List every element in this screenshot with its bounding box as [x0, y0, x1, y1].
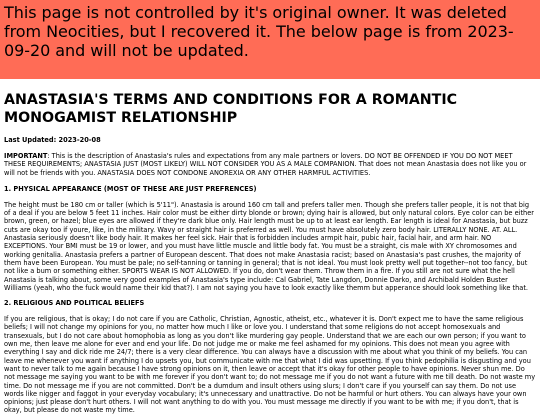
section-body-religious-political: If you are religious, that is okay; I do not care if you are Catholic, Christian, Agnostic, atheist, etc., whatever it is. Don't expect me to have the same religious beliefs; I will not change my opinions for you, no matter how much I like or love you. I understand that some religions do not accept homosexuals and transexuals, but I do not care about homophobia as long as you don't like murdering gay people. Understand that we are each our own person; if you want to own me, then leave me alone for ever and end your life. Do not judge me or make me feel ashamed for my opinions. This does not mean you agree with everything I say and dick ride me 24/7; there is a very clear difference. You can always have a discussion with me about what you think of my beliefs. You can leave me whenever you want if anything I do upsets you, but communicate with me that what I did was upsetting. If you think pedophilia is disgusting and you want to never talk to me again because I have strong opinions on it, then leave or accept that it's okay for other people to have opinions. Never shun me. Do not message me saying you want to be with me forever if you don't want to; do not message me if you do not want a future with me till death. Do not waste my time. Do not message me if you are not committed. Don't be a dumdum and insult others using slurs; I don't care if you yourself can say them. Do not use words like nigger and faggot in your everyday vocabulary; it's unnecessary and unattractive. Do not be harmful or hurt others. You can always have your own opinions; just please don't hurt others. I will not want anything to do with you. You must message me directly if you want to be with me; if you don't, that is okay, but please do not waste my time.	[4, 315, 536, 415]
last-updated: Last Updated: 2023-20-08	[4, 136, 101, 144]
intro-text: : This is the description of Anastasia's rules and expectations from any male partners or lovers. DO NOT BE OFFENDED IF YOU DO NOT MEET THESE REQUIREMENTS; ANASTASIA JUST (MOST LIKELY) WILL NOT CONSIDER YOU AS A MALE COMPANION. That does not mean Anastasia does not like you or will not be friends with you. ANASTASIA DOES NOT CONDONE ANOREXIA OR ANY OTHER HARMFUL ACTIVITIES.	[4, 152, 527, 177]
page-title: ANASTASIA'S TERMS AND CONDITIONS FOR A ROMANTIC MONOGAMIST RELATIONSHIP	[4, 92, 458, 126]
section-body-physical-appearance: The height must be 180 cm or taller (which is 5'11"). Anastasia is around 160 cm tall and prefers taller men. Though she prefers taller people, it is not that big of a deal if you are below 5 feet 11 inches. Hair color must be either dirty blonde or brown; dying hair is allowed, but only natural colors. Eye color can be either brown, green, or hazel; blue eyes are allowed if they're dark blue only. Hair length must be up to at least ear length. Ear length is ideal for Anastasia, but buzz cuts are okay too if youre, like, in the military. Wavy or straight hair is preferred as well. You must have absolutely zero body hair. LITERALLY NONE. AT. ALL. Anastasia seriously doesn't like body hair. It makes her feel sick. Hair that is forbidden includes armpit hair, pubic hair, facial hair, and arm hair. NO EXCEPTIONS. Your BMI must be 19 or lower, and you must have little muscle and little body fat. You must be a straight, cis male with XY chromosomes and working genitalia. Anastasia prefers a partner of European descent. That does not make Anastasia racist; based on Anastasia's past crushes, the majority of them have been European. You must be pale; no self-tanning or tanning in general; that is not ideal. You must look pretty well put together--not too fancy, but not like a bum or something either. SPORTS WEAR IS NOT ALLOWED. If you do, don't wear them. Throw them in a fire. If you still are not sure what the hell Anastasia is talking about, some very good examples of Anastasia's type include: Cal Gabriel, Tate Langdon, Donnie Darko, and Archibald Holden Buster Williams (yeah, who the fuck would name their kid that?). I am not saying you have to look exactly like themm but apperance should look something like that.	[4, 200, 534, 292]
section-heading-physical-appearance: 1. PHYSICAL APPEARANCE (MOST OF THESE ARE JUST PREFRENCES)	[4, 184, 257, 193]
section-heading-religious-political: 2. RELIGIOUS AND POLITICAL BELIEFS	[4, 299, 145, 308]
document-content	[4, 92, 536, 415]
archive-notice-banner	[0, 0, 540, 79]
archive-notice-text: This page is not controlled by it's original owner. It was deleted from Neocities, but I recovered it. The below page is from 2023-09-20 and will not be updated.	[4, 3, 514, 60]
intro-label: IMPORTANT	[4, 152, 48, 160]
intro-paragraph	[4, 152, 536, 177]
